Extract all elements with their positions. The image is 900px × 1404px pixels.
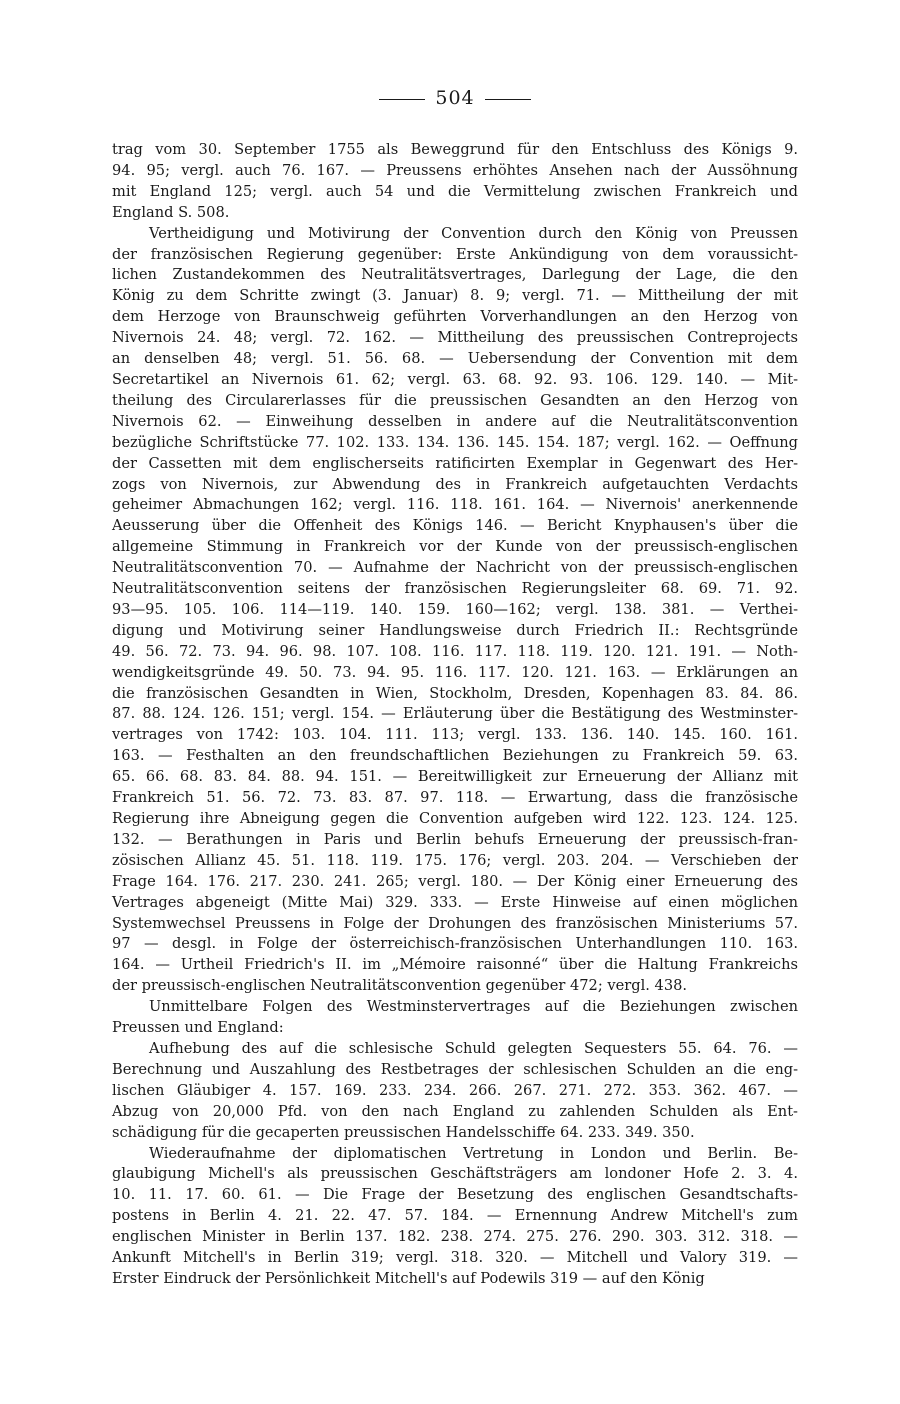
text-line: 164. — Urtheil Friedrich's II. im „Mémoire raisonné“ über die Haltung Frankreichs bbox=[112, 956, 798, 974]
text-line: Neutralitätsconvention seitens der französischen Regierungsleiter 68. 69. 71. 92. bbox=[112, 580, 798, 598]
text-line: vertrages von 1742: 103. 104. 111. 113; vergl. 133. 136. 140. 145. 160. 161. bbox=[112, 726, 798, 744]
text-line: 10. 11. 17. 60. 61. — Die Frage der Besetzung des englischen Gesandtschafts- bbox=[112, 1186, 798, 1204]
text-line: bezügliche Schriftstücke 77. 102. 133. 134. 136. 145. 154. 187; vergl. 162. — Oeffnung bbox=[112, 433, 798, 451]
text-line: allgemeine Stimmung in Frankreich vor der Kunde von der preussisch-englischen bbox=[112, 538, 798, 556]
text-line: Frage 164. 176. 217. 230. 241. 265; vergl. 180. — Der König einer Erneuerung des bbox=[112, 872, 798, 890]
text-line: Neutralitätsconvention 70. — Aufnahme der Nachricht von der preussisch-englischen bbox=[112, 559, 798, 577]
text-line: Frankreich 51. 56. 72. 73. 83. 87. 97. 118. — Erwartung, dass die französische bbox=[112, 789, 798, 807]
text-line: Berechnung und Auszahlung des Restbetrages der schlesischen Schulden an die eng- bbox=[112, 1060, 798, 1078]
header-rule-left bbox=[379, 99, 425, 100]
text-line: die französischen Gesandten in Wien, Stockholm, Dresden, Kopenhagen 83. 84. 86. bbox=[112, 684, 798, 702]
text-line: Nivernois 62. — Einweihung desselben in andere auf die Neutralitätsconvention bbox=[112, 412, 798, 430]
text-line: Vertrages abgeneigt (Mitte Mai) 329. 333. — Erste Hinweise auf einen möglichen bbox=[112, 893, 798, 911]
text-line: Regierung ihre Abneigung gegen die Convention aufgeben wird 122. 123. 124. 125. bbox=[112, 810, 798, 827]
text-line: Systemwechsel Preussens in Folge der Drohungen des französischen Ministeriums 57. bbox=[112, 914, 798, 932]
text-line: Aeusserung über die Offenheit des Königs 146. — Bericht Knyphausen's über die bbox=[112, 517, 798, 535]
text-line: Ankunft Mitchell's in Berlin 319; vergl. 318. 320. — Mitchell und Valory 319. — bbox=[112, 1249, 798, 1267]
text-line: Nivernois 24. 48; vergl. 72. 162. — Mittheilung des preussischen Contreprojects bbox=[112, 329, 798, 347]
text-line: Wiederaufnahme der diplomatischen Vertretung in London und Berlin. Be- bbox=[149, 1144, 798, 1162]
text-line: Secretartikel an Nivernois 61. 62; vergl. 63. 68. 92. 93. 106. 129. 140. — Mit- bbox=[112, 370, 798, 388]
text-line: 87. 88. 124. 126. 151; vergl. 154. — Erläuterung über die Bestätigung des Westminster- bbox=[112, 705, 798, 723]
text-line: schädigung für die gecaperten preussischen Handelsschiffe 64. 233. 349. 350. bbox=[112, 1123, 695, 1141]
text-line: 94. 95; vergl. auch 76. 167. — Preussens erhöhtes Ansehen nach der Aussöhnung bbox=[112, 161, 798, 179]
text-line: der französischen Regierung gegenüber: Erste Ankündigung von dem voraussicht- bbox=[112, 245, 798, 263]
text-line: lichen Zustandekommen des Neutralitätsvertrages, Darlegung der Lage, die den bbox=[112, 266, 798, 284]
text-line: Abzug von 20,000 Pfd. von den nach England zu zahlenden Schulden als Ent- bbox=[112, 1102, 798, 1120]
text-line: 93—95. 105. 106. 114—119. 140. 159. 160—162; vergl. 138. 381. — Verthei- bbox=[112, 600, 798, 618]
page-header bbox=[112, 84, 798, 140]
text-line: Vertheidigung und Motivirung der Convention durch den König von Preussen bbox=[149, 224, 798, 242]
text-line: postens in Berlin 4. 21. 22. 47. 57. 184. — Ernennung Andrew Mitchell's zum bbox=[112, 1207, 798, 1225]
text-line: trag vom 30. September 1755 als Beweggrund für den Entschluss des Königs 9. bbox=[112, 141, 798, 158]
text-line: geheimer Abmachungen 162; vergl. 116. 118. 161. 164. — Nivernois' anerkennende bbox=[112, 496, 798, 514]
page-number-block bbox=[379, 84, 530, 109]
text-line: zogs von Nivernois, zur Abwendung des in Frankreich aufgetauchten Verdachts bbox=[112, 475, 798, 493]
text-line: Aufhebung des auf die schlesische Schuld gelegten Sequesters 55. 64. 76. — bbox=[149, 1039, 798, 1057]
header-rule-right bbox=[485, 99, 531, 100]
body-text bbox=[112, 140, 798, 1290]
text-line: 97 — desgl. in Folge der österreichisch-französischen Unterhandlungen 110. 163. bbox=[112, 935, 798, 953]
text-line: König zu dem Schritte zwingt (3. Januar) 8. 9; vergl. 71. — Mittheilung der mit bbox=[112, 287, 798, 305]
text-line: 132. — Berathungen in Paris und Berlin behufs Erneuerung der preussisch-fran- bbox=[112, 830, 798, 848]
text-line: Erster Eindruck der Persönlichkeit Mitchell's auf Podewils 319 — auf den König bbox=[112, 1269, 705, 1287]
page-number: 504 bbox=[435, 87, 475, 109]
text-line: digung und Motivirung seiner Handlungsweise durch Friedrich II.: Rechtsgründe bbox=[112, 621, 798, 639]
text-line: glaubigung Michell's als preussischen Geschäftsträgers am londoner Hofe 2. 3. 4. bbox=[112, 1165, 798, 1183]
text-line: Preussen und England: bbox=[112, 1019, 284, 1037]
text-line: der Cassetten mit dem englischerseits ratificirten Exemplar in Gegenwart des Her- bbox=[112, 454, 798, 472]
text-line: lischen Gläubiger 4. 157. 169. 233. 234. 266. 267. 271. 272. 353. 362. 467. — bbox=[112, 1081, 798, 1099]
text-line: dem Herzoge von Braunschweig geführten Vorverhandlungen an den Herzog von bbox=[112, 308, 798, 326]
document-page bbox=[112, 84, 798, 1290]
text-line: 65. 66. 68. 83. 84. 88. 94. 151. — Bereitwilligkeit zur Erneuerung der Allianz mit bbox=[112, 768, 798, 786]
text-line: an denselben 48; vergl. 51. 56. 68. — Uebersendung der Convention mit dem bbox=[112, 350, 798, 368]
text-line: England S. 508. bbox=[112, 203, 230, 221]
text-line: theilung des Circularerlasses für die preussischen Gesandten an den Herzog von bbox=[112, 391, 798, 409]
text-line: Unmittelbare Folgen des Westminstervertrages auf die Beziehungen zwischen bbox=[149, 998, 798, 1016]
text-line: mit England 125; vergl. auch 54 und die Vermittelung zwischen Frankreich und bbox=[112, 182, 798, 200]
text-line: 49. 56. 72. 73. 94. 96. 98. 107. 108. 116. 117. 118. 119. 120. 121. 191. — Noth- bbox=[112, 642, 798, 660]
text-line: englischen Minister in Berlin 137. 182. 238. 274. 275. 276. 290. 303. 312. 318. — bbox=[112, 1228, 798, 1246]
text-line: wendigkeitsgründe 49. 50. 73. 94. 95. 116. 117. 120. 121. 163. — Erklärungen an bbox=[112, 663, 798, 681]
text-line: der preussisch-englischen Neutralitätsconvention gegenüber 472; vergl. 438. bbox=[112, 977, 688, 995]
text-line: zösischen Allianz 45. 51. 118. 119. 175. 176; vergl. 203. 204. — Verschieben der bbox=[112, 851, 798, 869]
text-line: 163. — Festhalten an den freundschaftlichen Beziehungen zu Frankreich 59. 63. bbox=[112, 747, 798, 765]
